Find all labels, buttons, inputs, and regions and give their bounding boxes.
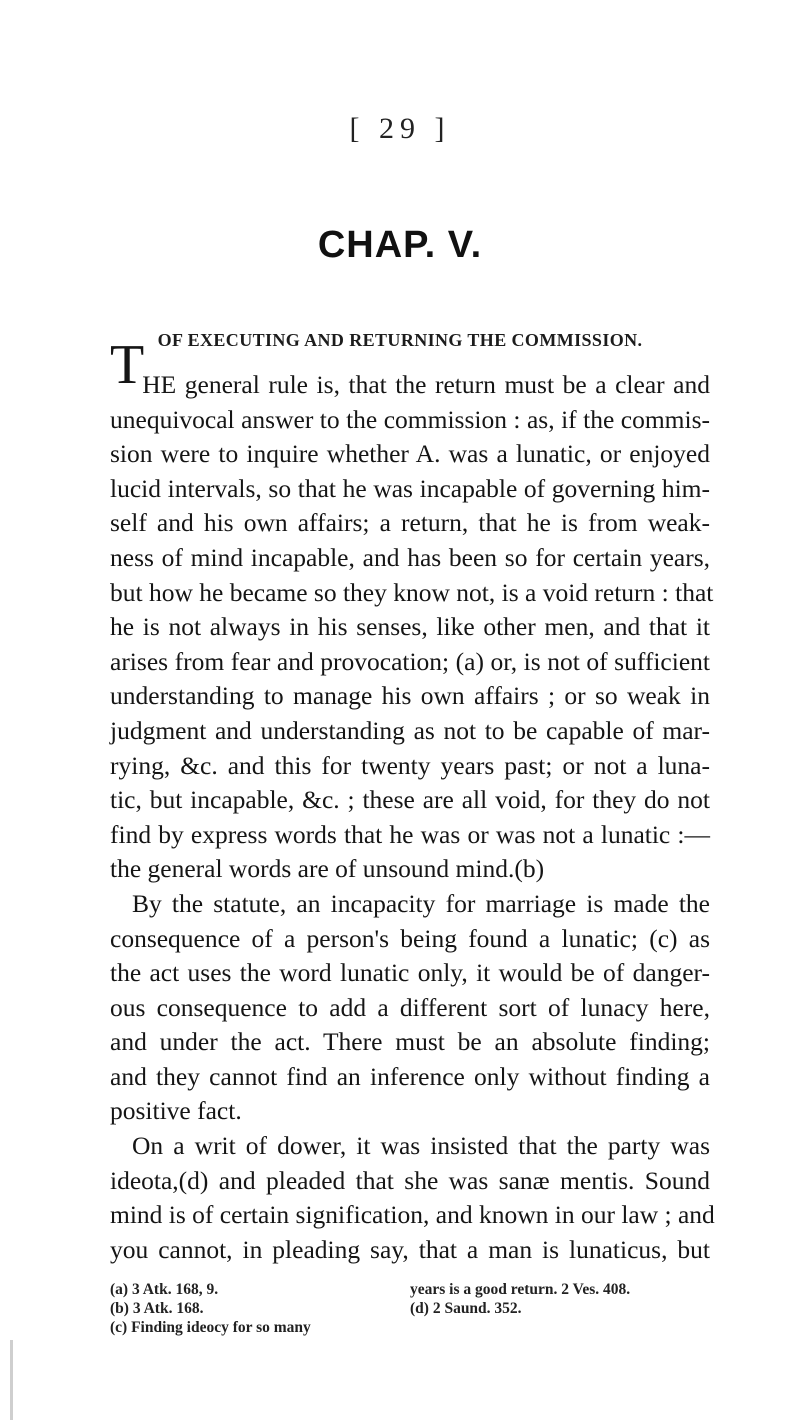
footnotes — [110, 1280, 710, 1337]
text-line: THE general rule is, that the return must be a clear and — [110, 334, 710, 399]
text-line: ous consequence to add a different sort of lunacy here, — [110, 992, 710, 1022]
footnote-c-continued: years is a good return. 2 Ves. 408. — [410, 1281, 631, 1298]
text-line: he is not always in his senses, like other men, and that it — [110, 612, 710, 642]
text-line: On a writ of dower, it was insisted that the party was — [132, 1131, 710, 1161]
footnote-a: (a) 3 Atk. 168, 9. — [110, 1281, 219, 1298]
text-line: mind is of certain signification, and known in our law ; and — [110, 1200, 715, 1230]
text-line: judgment and understanding as not to be capable of mar- — [110, 715, 710, 745]
chapter-heading: CHAP. V. — [317, 224, 483, 266]
text-line: tic, but incapable, &c. ; these are all void, for they do not — [110, 785, 710, 815]
text-line: positive fact. — [110, 1096, 242, 1126]
page-number: [ 29 ] — [349, 112, 451, 145]
text-line: and under the act. There must be an absolute finding; — [110, 1027, 710, 1057]
footnote-d: (d) 2 Saund. 352. — [410, 1300, 522, 1317]
text-line: you cannot, in pleading say, that a man is lunaticus, but — [110, 1234, 710, 1264]
text-line: unequivocal answer to the commission : as, if the commis- — [110, 404, 710, 434]
text-line: ideota,(d) and pleaded that she was sanæ mentis. Sound — [110, 1165, 710, 1195]
text-line: understanding to manage his own affairs ; or so weak in — [110, 681, 710, 711]
footnote-empty — [410, 1318, 710, 1337]
footnote-row — [110, 1318, 710, 1337]
text-line: but how he became so they know not, is a void return : that — [110, 577, 714, 607]
footnote-b: (b) 3 Atk. 168. — [110, 1300, 204, 1317]
text-line: sion were to inquire whether A. was a lunatic, or enjoyed — [110, 439, 710, 469]
text-line: self and his own affairs; a return, that he is from weak- — [110, 508, 710, 538]
drop-cap: T — [110, 334, 145, 396]
footnote-row — [110, 1299, 710, 1318]
text-line: consequence of a person's being found a lunatic; (c) as — [110, 923, 710, 953]
section-title: OF EXECUTING AND RETURNING THE COMMISSION. — [157, 330, 643, 350]
text-line: the act uses the word lunatic only, it would be of danger- — [110, 958, 710, 988]
text-line: rying, &c. and this for twenty years past; or not a luna- — [110, 750, 710, 780]
footnote-c: (c) Finding ideocy for so many — [110, 1319, 311, 1336]
text-line: By the statute, an incapacity for marriage is made the — [132, 888, 710, 918]
text-line: lucid intervals, so that he was incapable of governing him- — [110, 473, 710, 503]
text-line: arises from fear and provocation; (a) or, is not of sufficient — [110, 646, 710, 676]
text-line: find by express words that he was or was not a lunatic :— — [110, 819, 710, 849]
text-line: the general words are of unsound mind.(b) — [110, 854, 545, 884]
text-line: and they cannot find an inference only without finding a — [110, 1061, 710, 1091]
text-line: ness of mind incapable, and has been so for certain years, — [110, 542, 710, 572]
page-edge-mark — [10, 1340, 13, 1420]
footnote-row — [110, 1280, 710, 1299]
